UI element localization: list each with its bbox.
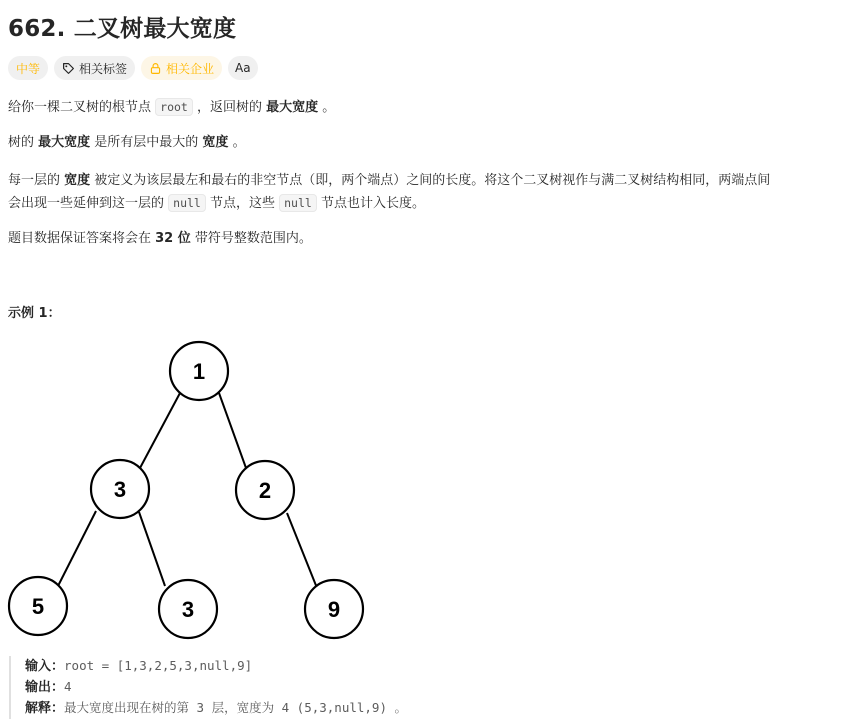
text: 给你一棵二叉树的根节点 <box>8 100 156 115</box>
related-tags-button[interactable] <box>54 56 135 80</box>
example-output-row <box>25 677 407 698</box>
bold-text: 宽度 <box>64 173 91 188</box>
tree-edge <box>139 512 165 586</box>
tree-edge <box>58 511 96 586</box>
translate-icon: Aa <box>235 61 251 75</box>
text: 节点也计入长度。 <box>316 196 425 211</box>
output-value: 4 <box>64 679 72 694</box>
lock-icon <box>149 62 162 75</box>
output-label: 输出： <box>25 680 65 695</box>
tree-edge <box>140 393 180 468</box>
text: 树的 <box>8 135 39 150</box>
inline-code: null <box>168 194 206 212</box>
explanation-value: 最大宽度出现在树的第 3 层，宽度为 4 (5,3,null,9) 。 <box>64 700 408 715</box>
translate-button[interactable] <box>228 56 258 80</box>
related-companies-label: 相关企业 <box>166 61 215 76</box>
tree-edge <box>287 513 317 588</box>
bold-text: 32 位 <box>155 231 191 246</box>
text: 会出现一些延伸到这一层的 <box>8 196 169 211</box>
text: 题目数据保证答案将会在 <box>8 231 156 246</box>
description-paragraph-1 <box>8 96 838 119</box>
description-paragraph-3 <box>8 170 838 215</box>
tree-node-label: 1 <box>192 359 206 384</box>
difficulty-badge <box>8 56 48 80</box>
binary-tree-diagram <box>0 336 380 646</box>
problem-title: 662. 二叉树最大宽度 <box>8 16 237 42</box>
text: 。 <box>228 135 246 150</box>
explanation-label: 解释： <box>25 701 65 716</box>
input-value: root = [1,3,2,5,3,null,9] <box>64 658 253 673</box>
tree-node-label: 3 <box>113 477 127 502</box>
tag-icon <box>62 62 75 75</box>
text: 是所有层中最大的 <box>90 135 203 150</box>
bold-text: 宽度 <box>202 135 229 150</box>
tree-node-label: 2 <box>258 478 272 503</box>
text: 每一层的 <box>8 173 65 188</box>
text: 。 <box>318 100 336 115</box>
example-heading: 示例 1： <box>8 306 61 321</box>
related-tags-label: 相关标签 <box>79 61 128 76</box>
description-paragraph-4 <box>8 228 838 250</box>
text: 节点，这些 <box>205 196 280 211</box>
input-label: 输入： <box>25 659 65 674</box>
text: 带符号整数范围内。 <box>190 231 312 246</box>
inline-code: null <box>279 194 317 212</box>
bold-text: 最大宽度 <box>266 100 319 115</box>
example-input-row <box>25 656 407 677</box>
difficulty-label: 中等 <box>16 61 41 76</box>
example-block <box>9 656 407 719</box>
tree-node-label: 5 <box>31 594 45 619</box>
tag-bar <box>8 56 258 80</box>
bold-text: 最大宽度 <box>38 135 91 150</box>
description-paragraph-2 <box>8 132 838 154</box>
inline-code: root <box>155 98 193 116</box>
example-explanation-row <box>25 698 407 719</box>
tree-node-label: 9 <box>327 597 341 622</box>
tree-node-label: 3 <box>181 597 195 622</box>
related-companies-button[interactable] <box>141 56 222 80</box>
text: ，返回树的 <box>192 100 267 115</box>
text: 被定义为该层最左和最右的非空节点（即，两个端点）之间的长度。将这个二叉树视作与满二叉树结构相同，两端点间 <box>90 173 771 188</box>
tree-edge <box>219 393 246 468</box>
